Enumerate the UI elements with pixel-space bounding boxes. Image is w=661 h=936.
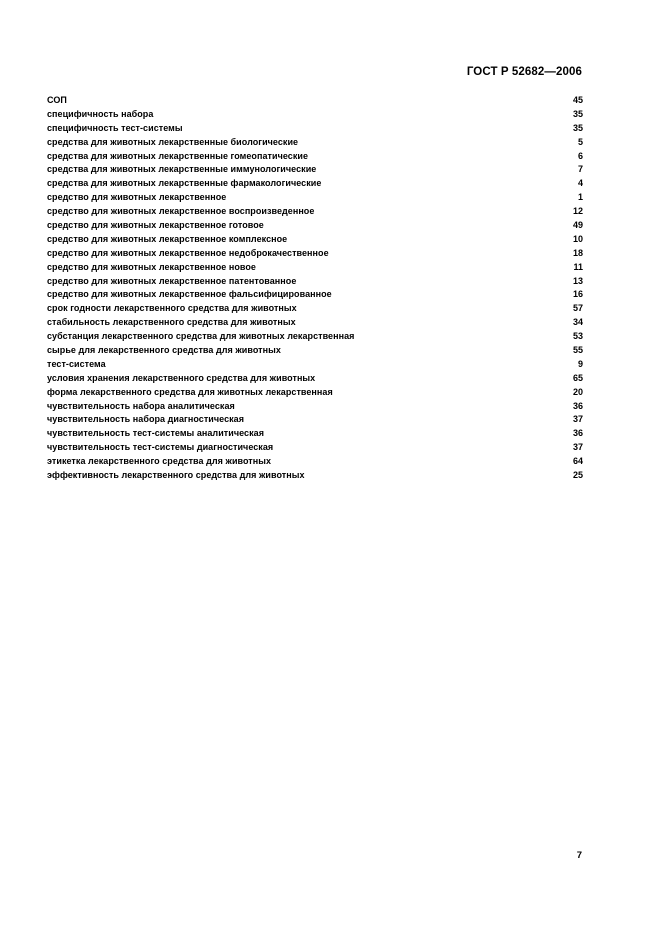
index-entry — [47, 302, 583, 316]
index-page-number: 45 — [572, 95, 583, 105]
index-term: средство для животных лекарственное комплексное — [47, 233, 288, 244]
index-term: СОП — [47, 95, 67, 105]
index-term: средства для животных лекарственные иммунологические — [47, 164, 317, 175]
index-entry — [47, 233, 583, 247]
index-entry — [47, 316, 583, 330]
index-entry — [47, 163, 583, 177]
index-entry — [47, 150, 583, 164]
index-entry — [47, 358, 583, 372]
index-term: средства для животных лекарственные биологические — [47, 136, 299, 147]
index-term: тест-система — [47, 358, 106, 369]
index-page-number: 25 — [572, 470, 583, 481]
index-entry — [47, 372, 583, 386]
index-term: специфичность набора — [47, 108, 154, 119]
index-term: этикетка лекарственного средства для животных — [47, 456, 272, 467]
index-term: форма лекарственного средства для животных лекарственная — [47, 386, 333, 397]
index-term: чувствительность тест-системы аналитическая — [47, 428, 264, 439]
index-page-number: 36 — [572, 428, 583, 439]
index-entry — [47, 191, 583, 205]
index-page-number: 16 — [572, 289, 583, 300]
index-term: средство для животных лекарственное недоброкачественное — [47, 247, 329, 258]
index-page-number: 53 — [572, 331, 583, 342]
index-term: сырье для лекарственного средства для животных — [47, 345, 281, 356]
index-entry — [47, 427, 583, 441]
index-term: стабильность лекарственного средства для животных — [47, 317, 296, 328]
index-entry — [47, 122, 583, 136]
index-page-number: 20 — [572, 386, 583, 397]
index-page-number: 55 — [572, 345, 583, 356]
document-code: ГОСТ Р 52682—2006 — [466, 66, 582, 78]
index-term: средство для животных лекарственное воспроизведенное — [47, 206, 315, 217]
index-page-number: 35 — [572, 108, 583, 119]
index-entry — [47, 386, 583, 400]
index-entry — [47, 247, 583, 261]
index-term: средство для животных лекарственное фальсифицированное — [47, 289, 332, 300]
alphabetical-index — [47, 94, 583, 483]
index-term: срок годности лекарственного средства для животных — [47, 303, 297, 314]
index-entry — [47, 261, 583, 275]
index-entry — [47, 108, 583, 122]
index-page-number: 7 — [577, 164, 583, 175]
index-page-number: 13 — [572, 275, 583, 286]
index-page-number: 1 — [577, 192, 583, 203]
index-page-number: 6 — [577, 150, 583, 161]
index-term: средство для животных лекарственное новое — [47, 261, 256, 272]
index-entry — [47, 413, 583, 427]
index-term: средство для животных лекарственное — [47, 192, 227, 203]
page-number: 7 — [576, 850, 582, 861]
index-entry — [47, 275, 583, 289]
index-page-number: 18 — [572, 247, 583, 258]
index-page-number: 49 — [572, 220, 583, 231]
index-page-number: 34 — [572, 317, 583, 328]
index-entry — [47, 205, 583, 219]
index-page-number: 9 — [577, 358, 583, 369]
index-entry — [47, 469, 583, 483]
index-entry — [47, 94, 583, 108]
index-term: чувствительность набора аналитическая — [47, 400, 235, 411]
index-term: средство для животных лекарственное патентованное — [47, 275, 297, 286]
index-page-number: 65 — [572, 372, 583, 383]
index-page-number: 10 — [572, 233, 583, 244]
index-page-number: 64 — [572, 456, 583, 467]
index-term: условия хранения лекарственного средства для животных — [47, 372, 316, 383]
index-entry — [47, 136, 583, 150]
index-term: чувствительность набора диагностическая — [47, 414, 245, 425]
index-page-number: 37 — [572, 414, 583, 425]
index-entry — [47, 288, 583, 302]
index-entry — [47, 441, 583, 455]
index-entry — [47, 400, 583, 414]
index-term: средство для животных лекарственное готовое — [47, 220, 264, 231]
index-term: эффективность лекарственного средства для животных — [47, 470, 305, 481]
index-page-number: 57 — [572, 303, 583, 314]
index-entry — [47, 455, 583, 469]
index-page-number: 37 — [572, 442, 583, 453]
index-page-number: 36 — [572, 400, 583, 411]
index-page-number: 4 — [577, 178, 583, 189]
index-entry — [47, 330, 583, 344]
index-term: средства для животных лекарственные гомеопатические — [47, 150, 309, 161]
index-page-number: 35 — [572, 122, 583, 133]
index-entry — [47, 219, 583, 233]
index-page-number: 12 — [572, 206, 583, 217]
index-term: чувствительность тест-системы диагностическая — [47, 442, 274, 453]
index-page-number: 11 — [573, 261, 583, 272]
index-term: средства для животных лекарственные фармакологические — [47, 178, 322, 189]
index-term: специфичность тест-системы — [47, 122, 183, 133]
index-entry — [47, 177, 583, 191]
index-page-number: 5 — [577, 136, 583, 147]
index-term: субстанция лекарственного средства для животных лекарственная — [47, 331, 355, 342]
index-entry — [47, 344, 583, 358]
